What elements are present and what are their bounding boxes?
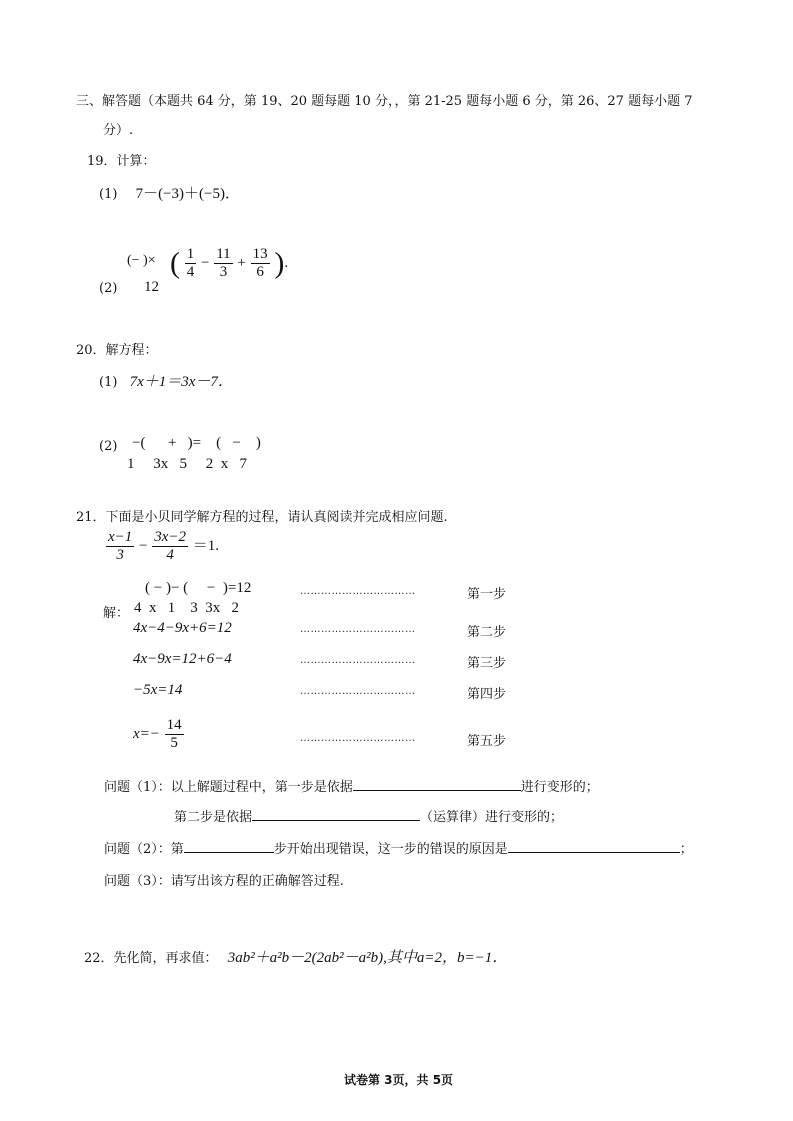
q19-part2-bracket-expr: ( $\frac{1}{4}$ − $\frac{11}{3}$ + $\frac{13}{6}$ ). [170, 246, 289, 280]
q19-part2-label: (2) [99, 281, 118, 296]
fraction: $\frac{x-1}{3}$ [108, 529, 133, 563]
step4-expr: −5x=14 [133, 682, 183, 698]
answer-blank[interactable] [252, 806, 420, 821]
q19-part2-top: (− )× [127, 253, 156, 268]
right-paren: ) [274, 246, 285, 280]
fraction: $\frac{3x-2}{4}$ [154, 529, 187, 563]
section-heading-cont: 分）. [103, 123, 134, 138]
q20-part2-bottom: 1 3x 5 2 x 7 [127, 456, 247, 472]
q20-part2-top: −( + )= ( − ) [132, 435, 261, 451]
section-heading: 三、解答题（本题共 64 分，第 19、20 题每题 10 分，，第 21-25 题每小题 6 分，第 26、27 题每小题 7 [76, 94, 693, 109]
step1-bottom: 4 x 1 3 3x 2 [134, 600, 239, 616]
step1-dots: …………………………… [300, 586, 416, 597]
q20-part1-label: (1) [99, 375, 118, 390]
q19-title: 19．计算： [87, 154, 156, 169]
q20-title: 20．解方程： [76, 343, 158, 358]
q20-part2-label: (2) [99, 439, 118, 454]
step2-dots: …………………………… [300, 624, 416, 635]
q19-part1-label: (1) [99, 187, 118, 202]
q21-question2: 问题（2）：第 步开始出现错误，这一步的错误的原因是 ； [104, 838, 693, 857]
q22-expr: 3ab²＋a²b－2(2ab²－a²b), [227, 950, 387, 966]
step1-label: 第一步 [467, 587, 507, 602]
q20-part1-expr: 7x＋1＝3x－7． [129, 374, 233, 390]
answer-blank[interactable] [184, 838, 274, 853]
q19-part2-bottom: 12 [144, 279, 159, 295]
answer-blank[interactable] [508, 838, 680, 853]
step1-top: ( − )− ( − )=12 [145, 580, 252, 596]
q20-part1 [99, 370, 233, 391]
q21-question3: 问题（3）：请写出该方程的正确解答过程. [104, 874, 344, 889]
step5-label: 第五步 [467, 734, 507, 749]
fraction: $\frac{11}{3}$ [216, 246, 231, 280]
fraction: $\frac{1}{4}$ [186, 246, 195, 280]
q19-part1 [99, 182, 240, 203]
q21-title: 21．下面是小贝同学解方程的过程，请认真阅读并完成相应问题. [76, 510, 448, 525]
q22-title: 22．先化简，再求值： [84, 951, 218, 966]
q21-question1-cont: 第二步是依据 （运算律）进行变形的； [174, 806, 563, 825]
step2-expr: 4x−4−9x+6=12 [133, 620, 232, 636]
fraction: $\frac{13}{6}$ [252, 246, 268, 280]
step3-label: 第三步 [467, 656, 507, 671]
step3-expr: 4x−9x=12+6−4 [133, 651, 232, 667]
step3-dots: …………………………… [300, 655, 416, 666]
step2-label: 第二步 [467, 625, 507, 640]
left-paren: ( [170, 246, 180, 280]
fraction: $\frac{14}{5}$ [166, 717, 182, 751]
q22-condition: 其中a=2，b=−1． [386, 950, 508, 966]
step5-expr: x=− $\frac{14}{5}$ [133, 717, 182, 751]
q21-equation: $\frac{x-1}{3}$ − $\frac{3x-2}{4}$ ＝1. [108, 529, 220, 563]
page-footer: 试卷第 3页，共 5页 [344, 1073, 454, 1087]
step4-dots: …………………………… [300, 686, 416, 697]
answer-blank[interactable] [353, 776, 521, 791]
step5-dots: …………………………… [300, 733, 416, 744]
q22 [84, 946, 507, 967]
q19-part1-expr: 7－(−3)＋(−5)． [135, 186, 240, 202]
solve-label: 解： [103, 606, 130, 621]
q21-question1: 问题（1）：以上解题过程中，第一步是依据 进行变形的； [104, 776, 599, 795]
step4-label: 第四步 [467, 687, 507, 702]
